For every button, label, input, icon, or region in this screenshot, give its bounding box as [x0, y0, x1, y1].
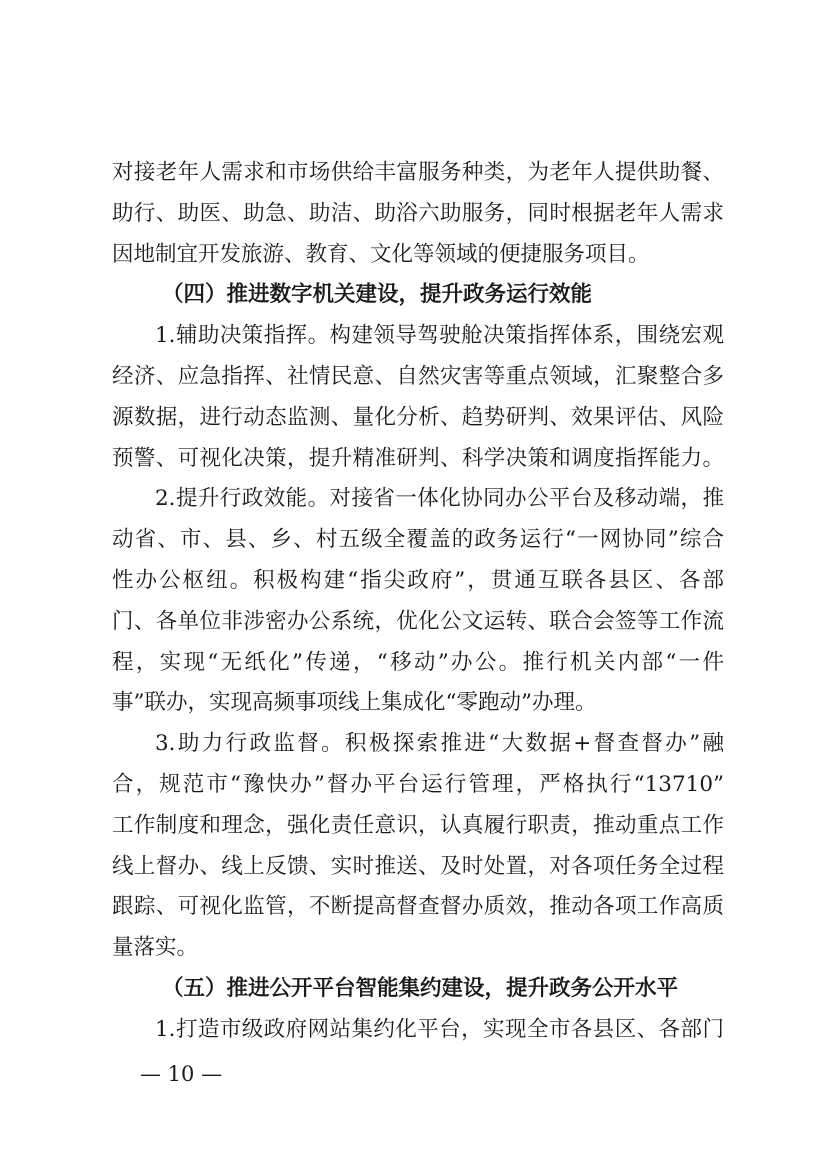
- text-line: 对接老年人需求和市场供给丰富服务种类，为老年人提供助餐、: [112, 160, 724, 185]
- text-line: 助行、助医、助急、助洁、助浴六助服务，同时根据老年人需求: [112, 200, 724, 226]
- page-number: — 10 —: [140, 1062, 223, 1086]
- text-line: 量落实。: [112, 935, 199, 961]
- document-body: [112, 153, 724, 1051]
- text-line: 线上督办、线上反馈、实时推送、及时处置，对各项任务全过程: [112, 853, 724, 879]
- text-line: 经济、应急指挥、社情民意、自然灾害等重点领域，汇聚整合多: [112, 363, 724, 389]
- text-line: 工作制度和理念，强化责任意识，认真履行职责，推动重点工作: [112, 812, 724, 838]
- text-line: 因地制宜开发旅游、教育、文化等领域的便捷服务项目。: [112, 241, 650, 267]
- section-heading: （四）推进数字机关建设，提升政务运行效能: [162, 282, 593, 308]
- text-line: 1.打造市级政府网站集约化平台，实现全市各县区、各部门: [155, 1016, 724, 1042]
- text-line: 3.助力行政监督。积极探索推进“大数据+督查督办”融: [155, 731, 724, 757]
- text-line: 源数据，进行动态监测、量化分析、趋势研判、效果评估、风险: [112, 404, 724, 430]
- text-line: 程，实现“无纸化”传递，“移动”办公。推行机关内部“一件: [112, 649, 724, 675]
- text-line: 动省、市、县、乡、村五级全覆盖的政务运行“一网协同”综合: [112, 527, 724, 553]
- text-line: 性办公枢纽。积极构建“指尖政府”，贯通互联各县区、各部: [112, 567, 724, 593]
- text-line: 事”联办，实现高频事项线上集成化“零跑动”办理。: [112, 690, 597, 716]
- text-line: 1.辅助决策指挥。构建领导驾驶舱决策指挥体系，围绕宏观: [155, 323, 724, 349]
- section-heading: （五）推进公开平台智能集约建设，提升政务公开水平: [162, 975, 679, 1001]
- text-line: 2.提升行政效能。对接省一体化协同办公平台及移动端，推: [155, 486, 724, 512]
- text-line: 合，规范市“豫快办”督办平台运行管理，严格执行“13710”: [112, 771, 724, 797]
- text-line: 跟踪、可视化监管，不断提高督查督办质效，推动各项工作高质: [112, 894, 724, 920]
- text-line: 门、各单位非涉密办公系统，优化公文运转、联合会签等工作流: [112, 608, 724, 634]
- text-line: 预警、可视化决策，提升精准研判、科学决策和调度指挥能力。: [112, 445, 724, 471]
